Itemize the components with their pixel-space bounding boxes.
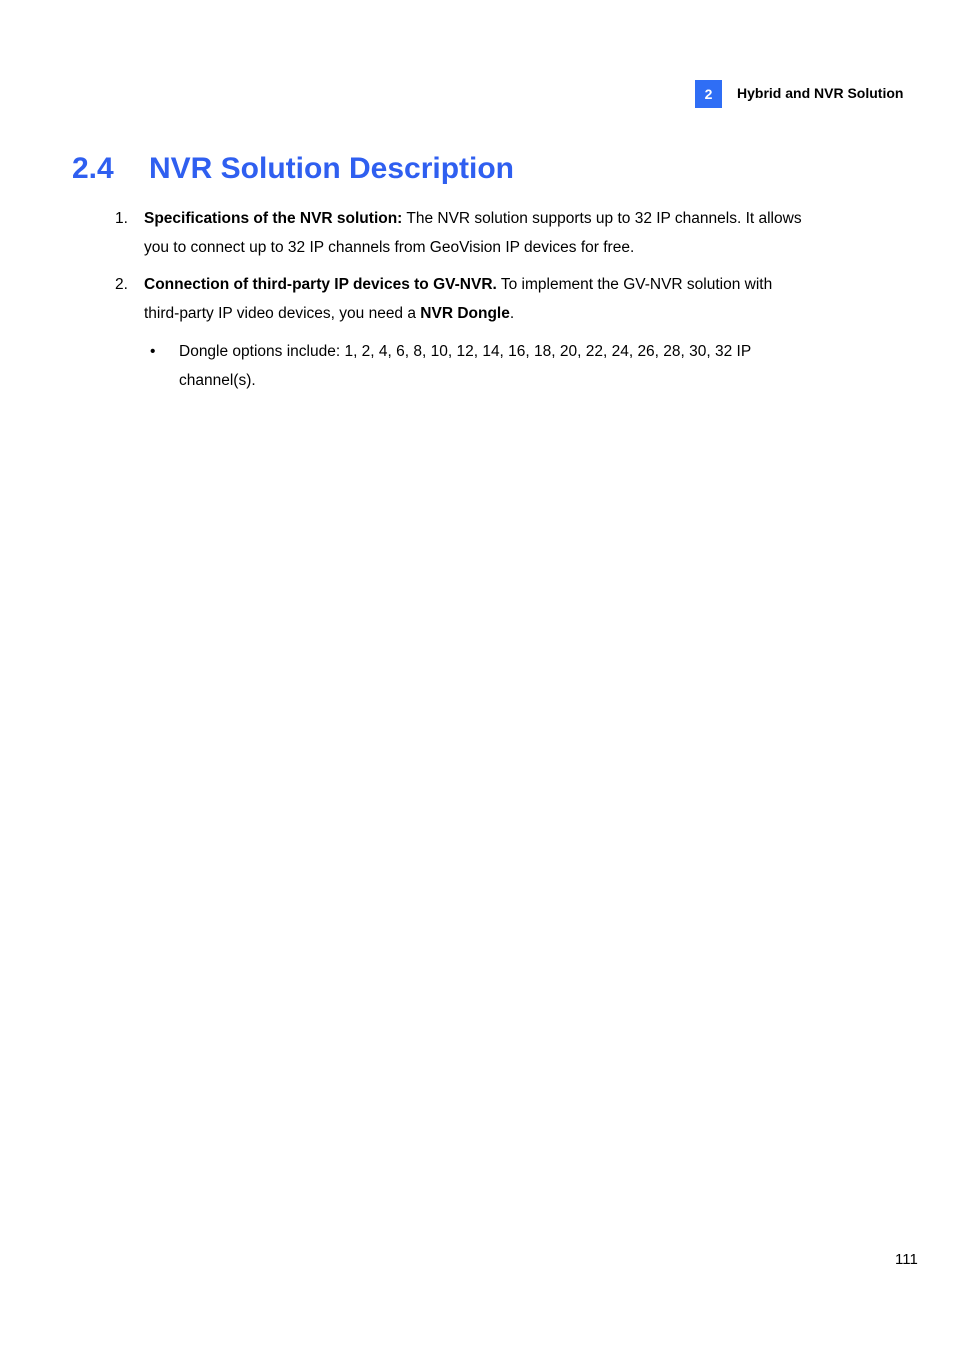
page-number: 111 (895, 1251, 918, 1268)
list-item-text: . (509, 305, 515, 322)
chapter-number-badge: 2 (695, 80, 722, 108)
nvr-dongle-term: NVR Dongle (420, 305, 510, 322)
list-item-number: 1. (115, 210, 128, 227)
list-item-line: you to connect up to 32 IP channels from GeoVision IP devices for free. (144, 239, 635, 256)
list-item-line (144, 299, 844, 328)
section-title: NVR Solution Description (149, 152, 515, 185)
bullet-item-line: channel(s). (179, 372, 256, 389)
list-item-line (144, 270, 844, 299)
list-item-text: To implement the GV-NVR solution with (496, 276, 773, 293)
list-item-body (144, 270, 844, 328)
list-item-bold-lead: Specifications of the NVR solution: (144, 210, 403, 227)
list-item-line (144, 204, 844, 233)
bullet-item-line: Dongle options include: 1, 2, 4, 6, 8, 10, 12, 14, 16, 18, 20, 22, 24, 26, 28, 30, 32 IP (179, 343, 752, 360)
section-number: 2.4 (72, 152, 114, 185)
list-item-body (144, 204, 844, 262)
list-item-bold-lead: Connection of third-party IP devices to GV-NVR. (144, 276, 497, 293)
list-item-text: The NVR solution supports up to 32 IP channels. It allows (402, 210, 802, 227)
chapter-title: Hybrid and NVR Solution (737, 85, 904, 101)
bullet-icon: • (150, 343, 156, 360)
section-heading (72, 150, 514, 188)
list-item-text: third-party IP video devices, you need a (144, 305, 421, 322)
list-item-number: 2. (115, 276, 128, 293)
bullet-item-body (179, 337, 839, 395)
